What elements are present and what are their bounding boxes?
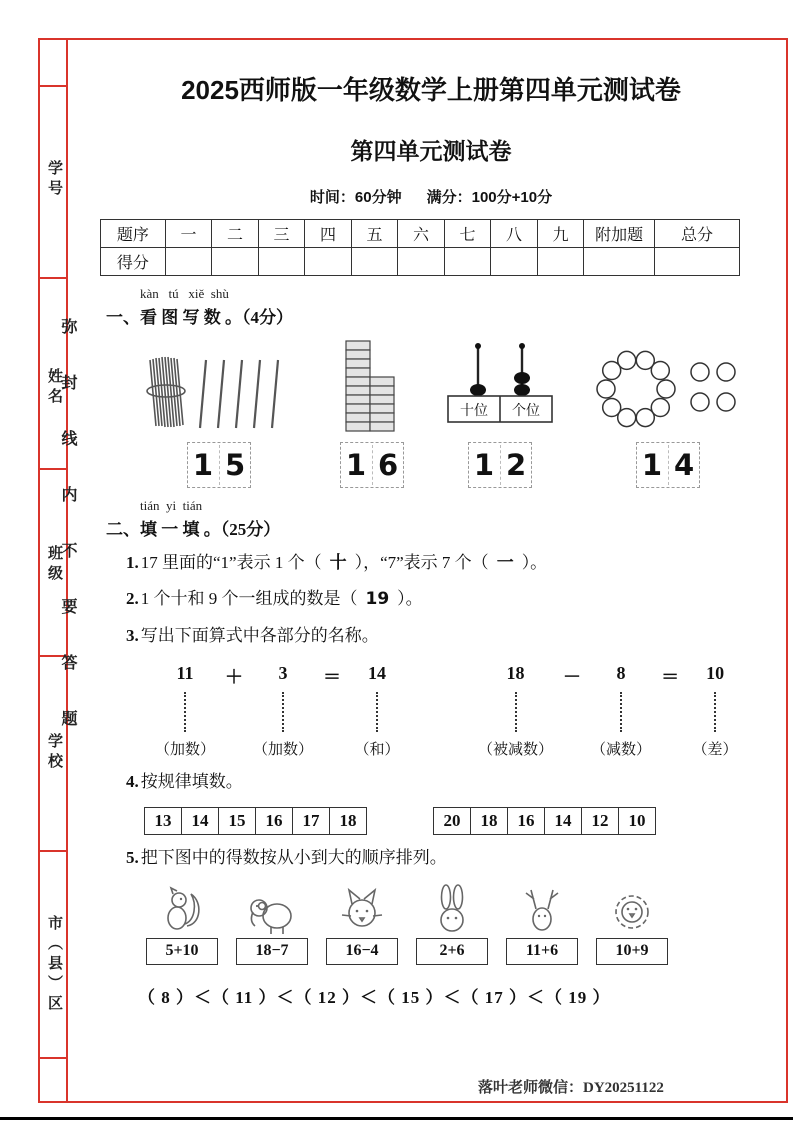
sequence-cell[interactable]: 14 bbox=[545, 808, 582, 835]
picture-group-abacus bbox=[440, 338, 560, 488]
part-label: （被减数） bbox=[478, 742, 554, 759]
abacus-tens-label: 十位 bbox=[460, 404, 488, 419]
seal-tick bbox=[38, 1057, 68, 1059]
question-1 bbox=[126, 550, 762, 576]
dots-connector bbox=[515, 692, 517, 732]
score-table bbox=[100, 219, 740, 276]
score-empty-cell bbox=[444, 248, 491, 276]
dots-connector bbox=[714, 692, 716, 732]
dots-connector bbox=[620, 692, 622, 732]
score-header-cell: 附加题 bbox=[584, 220, 655, 248]
margin-label-district: 市（县）区 bbox=[46, 915, 62, 1015]
sequence-cell[interactable]: 18 bbox=[330, 808, 367, 835]
dots-connector bbox=[282, 692, 284, 732]
answer-box[interactable]: 16 bbox=[340, 442, 404, 488]
picture-group-blocks bbox=[332, 338, 412, 488]
dots-connector bbox=[184, 692, 186, 732]
equation-part bbox=[689, 663, 741, 759]
ordering-answer-line: （ 8 ）＜（ 11 ）＜（ 12 ）＜（ 15 ）＜（ 17 ）＜（ 19 ） bbox=[138, 987, 611, 1007]
equation-part bbox=[478, 663, 553, 759]
margin-label-student-no: 学号 bbox=[46, 160, 62, 200]
page-title: 2025西师版一年级数学上册第四单元测试卷 bbox=[181, 75, 681, 105]
section1-heading: 一、看 图 写 数 。（4分） bbox=[106, 308, 293, 327]
part-label: （加数） bbox=[253, 742, 314, 759]
expression-box[interactable]: 5+10 bbox=[146, 938, 218, 965]
expression-group-lion bbox=[594, 882, 670, 965]
expression-box[interactable]: 16−4 bbox=[326, 938, 398, 965]
frame-top-line bbox=[38, 38, 788, 40]
question-5-text: 把下图中的得数按从小到大的顺序排列。 bbox=[140, 848, 447, 868]
score-header-cell: 四 bbox=[305, 220, 352, 248]
expression-group-elephant bbox=[234, 882, 310, 965]
sequence-cell[interactable]: 14 bbox=[182, 808, 219, 835]
margin-label-name: 姓名 bbox=[46, 368, 62, 408]
sequence-cell[interactable]: 13 bbox=[145, 808, 182, 835]
score-empty-cell bbox=[305, 248, 352, 276]
squirrel-icon bbox=[157, 882, 207, 936]
minus-operator: － bbox=[563, 667, 582, 688]
part-label: （减数） bbox=[591, 742, 652, 759]
expression-group-cat bbox=[324, 882, 400, 965]
lion-icon bbox=[607, 882, 657, 936]
part-label: （和） bbox=[354, 742, 400, 759]
sequence-cell[interactable]: 16 bbox=[508, 808, 545, 835]
question-4-text: 按规律填数。 bbox=[140, 772, 243, 792]
paper-content bbox=[100, 50, 762, 1008]
score-header-cell: 五 bbox=[351, 220, 398, 248]
subtraction-equation bbox=[478, 663, 741, 759]
answer-box[interactable]: 14 bbox=[636, 442, 700, 488]
score-header-cell: 总分 bbox=[654, 220, 739, 248]
question-3-number: 3. bbox=[126, 625, 139, 645]
seal-tick bbox=[38, 850, 68, 852]
equals-operator: ＝ bbox=[661, 667, 680, 688]
expression-group-deer bbox=[504, 882, 580, 965]
score-empty-cell bbox=[258, 248, 305, 276]
part-label: （差） bbox=[692, 742, 738, 759]
expression-group-rabbit bbox=[414, 882, 490, 965]
score-empty-cell bbox=[398, 248, 445, 276]
equation-part bbox=[591, 663, 651, 759]
teacher-credit: 落叶老师微信：DY20251122 bbox=[478, 1080, 664, 1096]
number-sequences bbox=[144, 807, 762, 835]
question-4 bbox=[126, 769, 762, 795]
question-4-number: 4. bbox=[126, 772, 139, 792]
seal-tick bbox=[38, 85, 68, 87]
question-1-number: 1. bbox=[126, 553, 139, 572]
margin-label-school: 学校 bbox=[46, 733, 62, 773]
question-5 bbox=[126, 845, 762, 871]
score-empty-cell bbox=[537, 248, 584, 276]
equation-part bbox=[253, 663, 313, 759]
dots-connector bbox=[376, 692, 378, 732]
section1-pinyin: kàn tú xiě shù bbox=[140, 286, 229, 301]
expression-group-squirrel bbox=[144, 882, 220, 965]
cat-icon bbox=[337, 882, 387, 936]
equations-row bbox=[155, 663, 762, 759]
sequence-table-ascending bbox=[144, 807, 367, 835]
score-empty-cell bbox=[165, 248, 212, 276]
sequence-cell[interactable]: 18 bbox=[471, 808, 508, 835]
score-header-cell: 九 bbox=[537, 220, 584, 248]
margin-label-class: 班级 bbox=[46, 545, 62, 585]
answer-box[interactable]: 12 bbox=[468, 442, 532, 488]
score-row-label: 得分 bbox=[101, 248, 166, 276]
question-2-answer[interactable]: 19 bbox=[365, 589, 390, 610]
question-3 bbox=[126, 623, 762, 649]
abacus-picture bbox=[440, 338, 560, 434]
equation-part bbox=[155, 663, 215, 759]
picture-group-circles bbox=[588, 344, 748, 488]
question-2 bbox=[126, 586, 762, 612]
sequence-cell[interactable]: 17 bbox=[293, 808, 330, 835]
score-empty-cell bbox=[654, 248, 739, 276]
score-empty-cell bbox=[212, 248, 259, 276]
term: 10 bbox=[706, 663, 725, 684]
score-header-cell: 一 bbox=[165, 220, 212, 248]
expression-box[interactable]: 2+6 bbox=[416, 938, 488, 965]
seal-tick bbox=[38, 277, 68, 279]
score-header-cell: 三 bbox=[258, 220, 305, 248]
section1-pictures bbox=[134, 338, 762, 488]
score-header-row bbox=[101, 220, 740, 248]
sequence-cell[interactable]: 10 bbox=[619, 808, 656, 835]
plus-operator: ＋ bbox=[225, 667, 244, 688]
part-label: （加数） bbox=[155, 742, 216, 759]
exam-meta: 时间：60分钟 满分：100分+10分 bbox=[309, 189, 553, 206]
question-2-text: 1 个十和 9 个一组成的数是（ bbox=[140, 589, 358, 609]
question-2-text: ）。 bbox=[397, 589, 423, 609]
score-empty-cell bbox=[584, 248, 655, 276]
score-header-cell: 六 bbox=[398, 220, 445, 248]
addition-equation bbox=[155, 663, 403, 759]
sequence-cell[interactable]: 15 bbox=[219, 808, 256, 835]
term: 18 bbox=[506, 663, 525, 684]
equation-part bbox=[351, 663, 403, 759]
animal-expressions bbox=[144, 882, 762, 965]
question-1-text: ）。 bbox=[521, 553, 548, 572]
stacked-blocks-picture bbox=[332, 338, 412, 434]
term: 8 bbox=[616, 663, 626, 684]
question-1-answer-a[interactable]: 十 bbox=[329, 553, 347, 573]
bundled-sticks-picture bbox=[134, 344, 304, 434]
equals-operator: ＝ bbox=[323, 667, 342, 688]
answer-box[interactable]: 15 bbox=[187, 442, 251, 488]
circles-picture bbox=[588, 344, 748, 434]
question-5-number: 5. bbox=[126, 848, 139, 868]
score-empty-cell bbox=[351, 248, 398, 276]
term: 14 bbox=[368, 663, 387, 684]
question-1-text: 17 里面的“1”表示 1 个（ bbox=[140, 553, 322, 572]
score-header-cell: 二 bbox=[212, 220, 259, 248]
score-header-cell: 七 bbox=[444, 220, 491, 248]
sequence-cell[interactable]: 16 bbox=[256, 808, 293, 835]
sequence-cell[interactable]: 12 bbox=[582, 808, 619, 835]
seal-warning-text: 弥封线内不要答题 bbox=[59, 318, 76, 766]
score-header-cell: 题序 bbox=[101, 220, 166, 248]
question-1-answer-b[interactable]: 一 bbox=[496, 553, 514, 573]
sequence-cell[interactable]: 20 bbox=[434, 808, 471, 835]
frame-right-line bbox=[786, 38, 788, 1103]
expression-box[interactable]: 10+9 bbox=[596, 938, 668, 965]
deer-icon bbox=[517, 882, 567, 936]
frame-left-line bbox=[38, 38, 40, 1103]
abacus-ones-label: 个位 bbox=[512, 404, 540, 419]
question-1-text: ），“7”表示 7 个（ bbox=[354, 553, 489, 572]
rabbit-icon bbox=[427, 882, 477, 936]
term: 3 bbox=[278, 663, 288, 684]
page-bottom-edge bbox=[0, 1117, 793, 1120]
term: 11 bbox=[176, 663, 194, 684]
expression-box[interactable]: 11+6 bbox=[506, 938, 578, 965]
score-header-cell: 八 bbox=[491, 220, 538, 248]
elephant-icon bbox=[247, 882, 297, 936]
score-empty-cell bbox=[491, 248, 538, 276]
frame-bottom-line bbox=[38, 1101, 788, 1103]
expression-box[interactable]: 18−7 bbox=[236, 938, 308, 965]
picture-group-sticks bbox=[134, 344, 304, 488]
page-subtitle: 第四单元测试卷 bbox=[350, 138, 512, 164]
score-value-row bbox=[101, 248, 740, 276]
question-3-text: 写出下面算式中各部分的名称。 bbox=[140, 625, 379, 645]
section2-heading: 二、填 一 填 。（25分） bbox=[106, 520, 281, 539]
section2-pinyin: tián yi tián bbox=[140, 498, 203, 513]
sequence-table-descending bbox=[433, 807, 656, 835]
question-2-number: 2. bbox=[126, 589, 139, 609]
